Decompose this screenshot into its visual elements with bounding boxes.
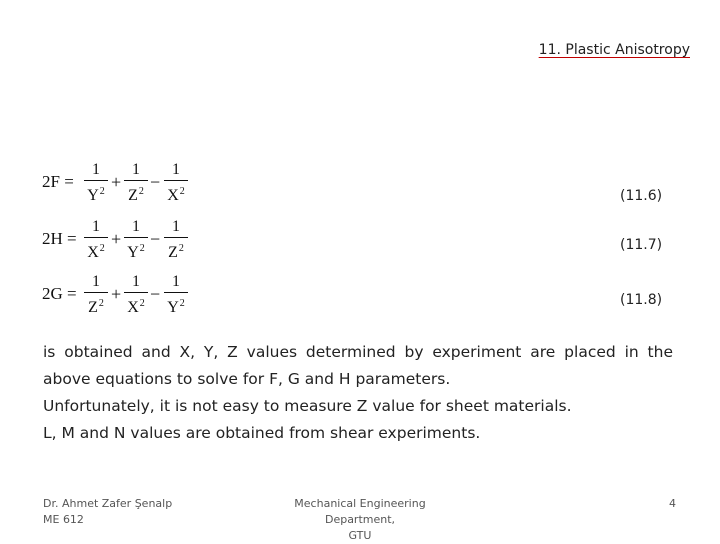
- fraction-bar: [84, 292, 108, 293]
- numerator: 1: [132, 273, 140, 290]
- minus-sign: −: [150, 284, 161, 304]
- denominator: $Z^2$: [88, 298, 104, 316]
- numerator: 1: [132, 218, 140, 235]
- body-text: [43, 339, 673, 447]
- equation-number: (11.6): [620, 188, 663, 204]
- author-name: Dr. Ahmet Zafer Şenalp: [43, 497, 173, 510]
- course-code: ME 612: [43, 513, 84, 526]
- fraction-bar: [124, 180, 148, 181]
- fraction-bar: [164, 180, 188, 181]
- equation-number: (11.8): [620, 292, 663, 308]
- fraction-bar: [164, 237, 188, 238]
- plus-sign: +: [111, 229, 122, 249]
- numerator: 1: [92, 273, 100, 290]
- denominator: $Y^2$: [167, 298, 185, 316]
- fraction: [84, 217, 108, 262]
- fraction-bar: [124, 237, 148, 238]
- slide-title: 11. Plastic Anisotropy: [538, 42, 690, 58]
- fraction: [164, 272, 188, 317]
- denominator: $X^2$: [127, 298, 145, 316]
- body-paragraph: L, M and N values are obtained from shear experiments.: [43, 424, 481, 442]
- equation-number: (11.7): [620, 237, 663, 253]
- department-name: Mechanical Engineering Department,: [294, 497, 426, 526]
- equation-11-6: [42, 160, 202, 206]
- fraction-bar: [84, 180, 108, 181]
- equation-lhs: 2F =: [42, 172, 74, 191]
- numerator: 1: [92, 218, 100, 235]
- denominator: $Y^2$: [87, 186, 105, 204]
- equation-11-8: [42, 272, 202, 318]
- denominator: $Z^2$: [128, 186, 144, 204]
- denominator: $X^2$: [87, 243, 105, 261]
- numerator: 1: [132, 161, 140, 178]
- minus-sign: −: [150, 172, 161, 192]
- fraction-bar: [124, 292, 148, 293]
- footer-author: [43, 496, 172, 528]
- equation-lhs: 2H =: [42, 229, 77, 248]
- fraction: [84, 160, 108, 205]
- denominator: $Y^2$: [127, 243, 145, 261]
- denominator: $X^2$: [167, 186, 185, 204]
- equation-lhs: 2G =: [42, 284, 77, 303]
- numerator: 1: [92, 161, 100, 178]
- numerator: 1: [172, 273, 180, 290]
- minus-sign: −: [150, 229, 161, 249]
- body-paragraph: Unfortunately, it is not easy to measure Z value for sheet materials.: [43, 397, 572, 415]
- body-paragraph: is obtained and X, Y, Z values determined by experiment are placed in the above equations to solve for F, G and H parameters.: [43, 343, 673, 388]
- page-number: 4: [669, 497, 676, 510]
- numerator: 1: [172, 161, 180, 178]
- fraction-bar: [84, 237, 108, 238]
- fraction: [164, 217, 188, 262]
- plus-sign: +: [111, 284, 122, 304]
- fraction: [124, 272, 148, 317]
- plus-sign: +: [111, 172, 122, 192]
- footer-department: [260, 496, 460, 544]
- denominator: $Z^2$: [168, 243, 184, 261]
- fraction: [124, 217, 148, 262]
- fraction: [124, 160, 148, 205]
- fraction-bar: [164, 292, 188, 293]
- numerator: 1: [172, 218, 180, 235]
- equation-11-7: [42, 217, 202, 263]
- fraction: [84, 272, 108, 317]
- institution-name: GTU: [348, 529, 372, 542]
- fraction: [164, 160, 188, 205]
